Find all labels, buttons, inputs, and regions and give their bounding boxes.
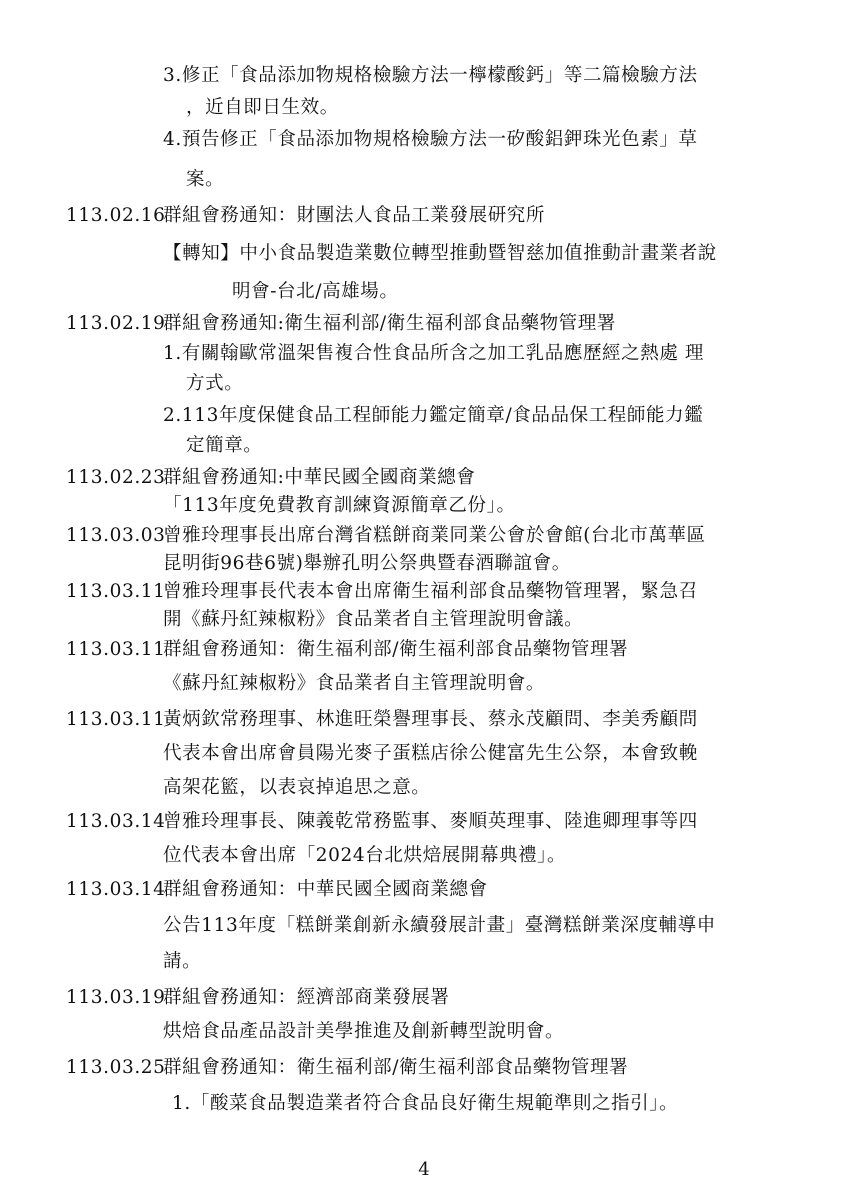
text-line: 定簡章。 bbox=[186, 435, 263, 456]
text-line: 曾雅玲理事長、陳義乾常務監事、麥順英理事、陸進卿理事等四 bbox=[163, 811, 698, 832]
text-line: 黃炳欽常務理事、林進旺榮譽理事長、蔡永茂顧問、李美秀顧問 bbox=[163, 709, 698, 730]
text-line: 群組會務通知：中華民國全國商業總會 bbox=[163, 879, 488, 900]
text-line: 群組會務通知：經濟部商業發展署 bbox=[163, 987, 450, 1008]
text-line: 案。 bbox=[186, 169, 225, 190]
text-line: 明會-台北/高雄場。 bbox=[232, 281, 399, 302]
text-line: 方式。 bbox=[186, 373, 244, 394]
entry-date: 113.02.19 bbox=[66, 313, 166, 334]
text-line: 開《蘇丹紅辣椒粉》食品業者自主管理說明會議。 bbox=[163, 609, 584, 630]
text-line: 昆明街96巷6號)舉辦孔明公祭典暨春酒聯誼會。 bbox=[163, 553, 571, 574]
entry-date: 113.02.16 bbox=[66, 205, 166, 226]
text-line: ，近自即日生效。 bbox=[186, 97, 339, 118]
text-line: 1.有關翰歐常溫架售複合性食品所含之加工乳品應歷經之熱處 理 bbox=[163, 343, 705, 364]
text-line: 「113年度免費教育訓練資源簡章乙份」。 bbox=[163, 495, 516, 516]
text-line: 【轉知】中小食品製造業數位轉型推動暨智慈加值推動計畫業者說 bbox=[163, 243, 717, 264]
entry-date: 113.03.19 bbox=[66, 987, 166, 1008]
text-line: 請。 bbox=[163, 951, 202, 972]
entry-date: 113.03.14 bbox=[66, 811, 166, 832]
text-line: 曾雅玲理事長出席台灣省糕餅商業同業公會於會館(台北市萬華區 bbox=[163, 525, 706, 546]
entry-date: 113.03.25 bbox=[66, 1057, 166, 1078]
text-line: 群組會務通知：衛生福利部/衛生福利部食品藥物管理署 bbox=[163, 1057, 629, 1078]
entry-date: 113.03.11 bbox=[66, 581, 166, 602]
entry-date: 113.02.23 bbox=[66, 467, 166, 488]
text-line: 高架花籃，以表哀掉追思之意。 bbox=[163, 777, 431, 798]
text-line: 3.修正「食品添加物規格檢驗方法一檸檬酸鈣」等二篇檢驗方法 bbox=[163, 65, 698, 86]
text-line: 《蘇丹紅辣椒粉》食品業者自主管理說明會。 bbox=[163, 673, 546, 694]
text-line: 公告113年度「糕餅業創新永續發展計畫」臺灣糕餅業深度輔導申 bbox=[163, 915, 716, 936]
text-line: 群組會務通知:中華民國全國商業總會 bbox=[163, 467, 476, 488]
text-line: 曾雅玲理事長代表本會出席衛生福利部食品藥物管理署，緊急召 bbox=[163, 581, 698, 602]
text-line: 2.113年度保健食品工程師能力鑑定簡章/食品品保工程師能力鑑 bbox=[163, 405, 704, 426]
text-line: 烘焙食品產品設計美學推進及創新轉型說明會。 bbox=[163, 1021, 565, 1042]
entry-date: 113.03.03 bbox=[66, 525, 166, 546]
entry-date: 113.03.14 bbox=[66, 879, 166, 900]
entry-date: 113.03.11 bbox=[66, 639, 166, 660]
text-line: 群組會務通知:衛生福利部/衛生福利部食品藥物管理署 bbox=[163, 313, 616, 334]
text-line: 群組會務通知：財團法人食品工業發展研究所 bbox=[163, 205, 546, 226]
page-number: 4 bbox=[418, 1159, 430, 1180]
text-line: 群組會務通知：衛生福利部/衛生福利部食品藥物管理署 bbox=[163, 639, 629, 660]
text-line: 4.預告修正「食品添加物規格檢驗方法一矽酸鋁鉀珠光色素」草 bbox=[163, 129, 698, 150]
text-line: 代表本會出席會員陽光麥子蛋糕店徐公健富先生公祭，本會致輓 bbox=[163, 743, 698, 764]
entry-date: 113.03.11 bbox=[66, 709, 166, 730]
text-line: 1.「酸菜食品製造業者符合食品良好衛生規範準則之指引」。 bbox=[172, 1093, 679, 1114]
text-line: 位代表本會出席「2024台北烘焙展開幕典禮」。 bbox=[163, 845, 567, 866]
